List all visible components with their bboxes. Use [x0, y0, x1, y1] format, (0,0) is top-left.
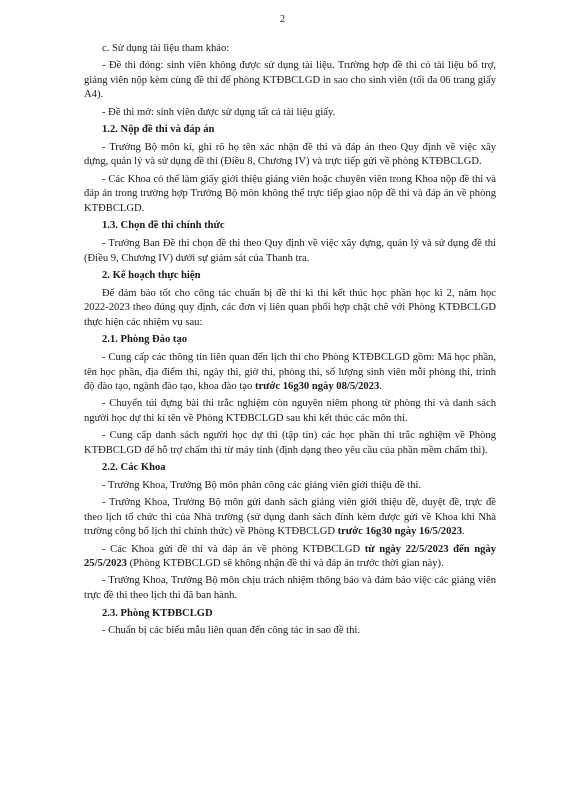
section-heading: 2.2. Các Khoa	[102, 462, 166, 474]
paragraph-text: - Cung cấp danh sách người học dự thi (tập tin) các học phần thi trắc nghiệm về Phòng KTĐBCLGD để hỗ trợ chấm thi từ máy tính (định dạng theo yêu cầu của phần mềm chấm thi).	[84, 430, 496, 456]
paragraph-text-tail: .	[379, 381, 382, 393]
paragraph	[84, 429, 496, 458]
paragraph-text: - Trưởng Khoa, Trưởng Bộ môn gửi danh sách giảng viên giới thiệu đề, duyệt đề, trực đề theo lịch tổ chức thi của Nhà trường (sử dụng danh sách đính kèm được gửi về Khoa khi Nhà trường công bố lịch thi chính thức) về Phòng KTĐBCLGD	[84, 497, 496, 538]
paragraph	[84, 106, 496, 121]
deadline-text: trước 16g30 ngày 16/5/2023	[337, 526, 462, 538]
paragraph	[84, 479, 496, 494]
paragraph-text: - Đề thi đóng: sinh viên không được sử dụng tài liệu. Trường hợp đề thi có tài liệu bổ trợ, giảng viên nộp kèm cùng đề thi để phòng KTĐBCLGD in sao cho sinh viên (tối đa 06 trang giấy A4).	[84, 60, 496, 101]
section-heading: 2.1. Phòng Đào tạo	[102, 334, 188, 346]
paragraph	[84, 496, 496, 540]
paragraph	[84, 543, 496, 572]
paragraph-text: - Cung cấp các thông tin liên quan đến lịch thi cho Phòng KTĐBCLGD gồm: Mã học phần, tên học phần, địa điểm thi, ngày thi, giờ thi, phòng thi, số lượng sinh viên mỗi phòng thi, trình độ đào tạo, ngành đào tạo, khoa đào tạo	[84, 352, 496, 393]
paragraph	[84, 237, 496, 266]
paragraph-text-tail: .	[462, 526, 465, 538]
section-heading: 1.2. Nộp đề thi và đáp án	[102, 124, 215, 136]
paragraph	[84, 287, 496, 331]
page-number: 2	[279, 14, 286, 25]
section-heading: 1.3. Chọn đề thi chính thức	[102, 220, 225, 232]
paragraph	[84, 173, 496, 217]
paragraph-text: - Chuẩn bị các biểu mẫu liên quan đến công tác in sao đề thi.	[102, 625, 360, 637]
paragraph-text: - Trưởng Bộ môn kí, ghi rõ họ tên xác nhận đề thi và đáp án theo Quy định về việc xây dựng, quản lý và sử dụng đề thi (Điều 8, Chương IV) và trực tiếp gửi về phòng KTĐBCLGD.	[84, 141, 496, 168]
paragraph	[84, 141, 496, 170]
paragraph-text: - Các Khoa có thể làm giấy giới thiệu giảng viên hoặc chuyên viên trong Khoa nộp đề thi và đáp án trong trường hợp Trưởng Bộ môn không thể trực tiếp giao nộp đề thi và đáp án về phòng KTĐBCLGD.	[84, 173, 496, 214]
paragraph-text: - Trưởng Ban Đề thi chọn đề thi theo Quy định về việc xây dựng, quản lý và sử dụng đề thi (Điều 9, Chương IV) dưới sự giám sát của Thanh tra.	[84, 237, 496, 264]
section-heading: 2.3. Phòng KTĐBCLGD	[102, 607, 213, 619]
deadline-text: trước 16g30 ngày 08/5/2023	[254, 381, 380, 393]
deadline-text: từ ngày 22/5/2023 đến ngày 25/5/2023	[84, 543, 497, 570]
paragraph	[84, 42, 496, 57]
paragraph	[84, 574, 496, 603]
paragraph-text: - Chuyển túi đựng bài thi trắc nghiệm còn nguyên niêm phong từ phòng thi và danh sách người học dự thi kí tên về Phòng KTĐBCLGD sau khi kết thúc các môn thi.	[84, 398, 496, 425]
paragraph-text: c. Sử dụng tài liệu tham khảo:	[102, 43, 230, 54]
paragraph-text: Để đảm bảo tốt cho công tác chuẩn bị đề thi kì thi kết thúc học phần học kì 2, năm học 2022-2023 theo đúng quy định, các đơn vị liên quan phối hợp chặt chẽ với Phòng KTĐBCLGD thực hiện các nhiệm vụ sau:	[84, 287, 496, 328]
paragraph	[84, 397, 496, 426]
paragraph-text: - Trưởng Khoa, Trưởng Bộ môn phân công các giảng viên giới thiệu đề thi.	[102, 480, 422, 491]
paragraph	[84, 624, 496, 639]
paragraph	[84, 59, 496, 103]
paragraph-text: - Các Khoa gửi đề thi và đáp án về phòng KTĐBCLGD	[102, 543, 365, 555]
paragraph	[84, 351, 496, 395]
paragraph-text: - Đề thi mở: sinh viên được sử dụng tất cả tài liệu giấy.	[102, 106, 336, 118]
paragraph-text: - Trưởng Khoa, Trưởng Bộ môn chịu trách nhiệm thông báo và đảm bảo việc các giảng viên trực đề thi theo lịch thi đã ban hành.	[84, 575, 496, 601]
paragraph-text-tail: (Phòng KTĐBCLGD sẽ không nhận đề thi và đáp án trước thời gian này).	[126, 558, 444, 570]
section-heading: 2. Kế hoạch thực hiện	[102, 270, 201, 282]
document-body	[84, 42, 496, 641]
